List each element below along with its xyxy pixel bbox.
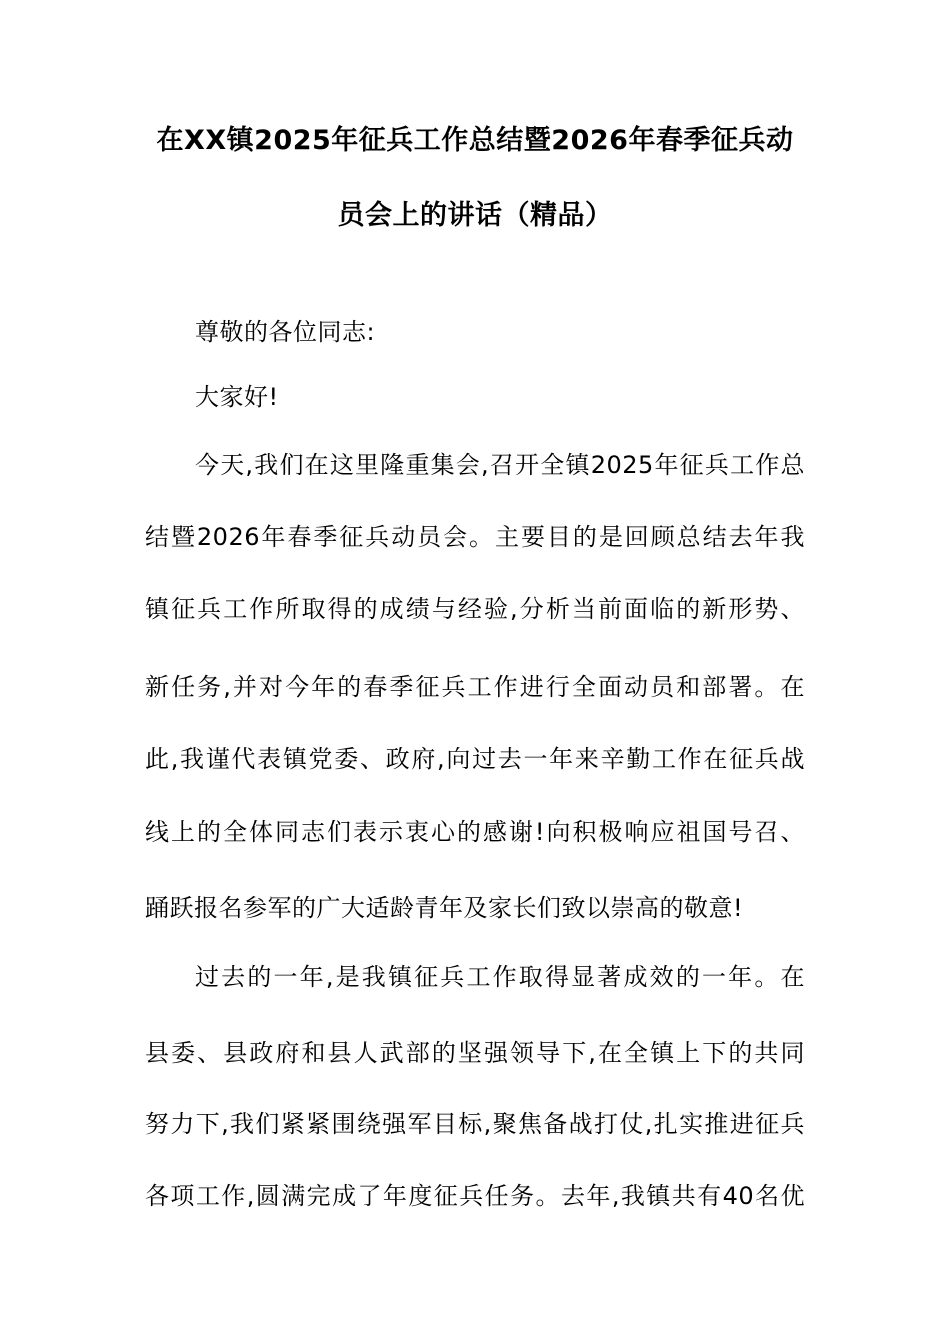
paragraph-1-line-5: 此,我谨代表镇党委、政府,向过去一年来辛勤工作在征兵战 <box>145 745 805 773</box>
paragraph-1-line-3: 镇征兵工作所取得的成绩与经验,分析当前面临的新形势、 <box>145 595 805 623</box>
paragraph-2-line-4: 各项工作,圆满完成了年度征兵任务。去年,我镇共有40名优 <box>145 1182 805 1210</box>
paragraph-1-line-6: 线上的全体同志们表示衷心的感谢!向积极响应祖国号召、 <box>145 818 805 846</box>
paragraph-1-line-2: 结暨2026年春季征兵动员会。主要目的是回顾总结去年我 <box>145 523 805 551</box>
salutation: 尊敬的各位同志: <box>195 318 376 346</box>
paragraph-2-line-3: 努力下,我们紧紧围绕强军目标,聚焦备战打仗,扎实推进征兵 <box>145 1110 805 1138</box>
paragraph-1-line-1: 今天,我们在这里隆重集会,召开全镇2025年征兵工作总 <box>195 451 805 479</box>
paragraph-2-line-1: 过去的一年,是我镇征兵工作取得显著成效的一年。在 <box>195 963 805 991</box>
paragraph-1-line-7: 踊跃报名参军的广大适龄青年及家长们致以崇高的敬意! <box>145 894 744 922</box>
greeting: 大家好! <box>195 383 279 411</box>
document-title-line-2: 员会上的讲话（精品） <box>337 200 613 231</box>
paragraph-2-line-2: 县委、县政府和县人武部的坚强领导下,在全镇上下的共同 <box>145 1039 805 1067</box>
document-title-line-1: 在XX镇2025年征兵工作总结暨2026年春季征兵动 <box>156 125 794 156</box>
paragraph-1-line-4: 新任务,并对今年的春季征兵工作进行全面动员和部署。在 <box>145 673 805 701</box>
